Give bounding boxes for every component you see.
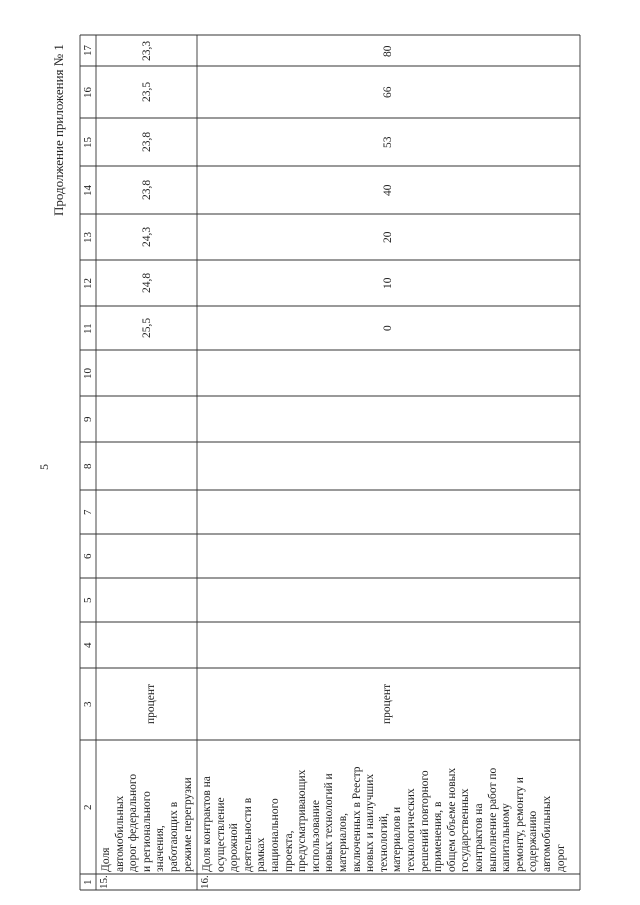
row-16.-description-line: выполнение работ по <box>486 767 499 872</box>
header-col-13: 13 <box>82 231 94 243</box>
header-col-17: 17 <box>82 45 94 56</box>
row-16.-value-col-17: 80 <box>382 45 394 57</box>
row-15.-value-col-13: 24,3 <box>141 226 153 247</box>
header-col-6: 6 <box>82 553 94 559</box>
row-16.-description-line: дорожной <box>228 823 241 872</box>
row-16.-description-line: решений повторного <box>418 770 431 872</box>
row-16.-description-line: материалов, <box>337 812 349 872</box>
row-16.-description-line: осуществление <box>214 797 227 872</box>
row-15.-value-col-15: 23,8 <box>141 131 153 152</box>
row-16.-description-line: включенных в Реестр <box>350 766 363 872</box>
row-16.-description-line: предусматривающих <box>296 769 309 872</box>
header-col-2: 2 <box>82 804 94 810</box>
row-16.-description-line: новых и наилучших <box>364 773 377 872</box>
row-15.-unit: процент <box>145 683 157 724</box>
row-16.-value-col-15: 53 <box>382 136 394 148</box>
row-16.-description-line: деятельности в <box>241 797 254 872</box>
row-15.-description-line: и регионального <box>140 791 153 872</box>
row-15.-value-col-11: 25,5 <box>141 317 153 338</box>
row-15.-number: 15. <box>98 875 110 889</box>
row-15.-description-line: значения, <box>154 825 167 872</box>
row-16.-unit: процент <box>380 683 393 724</box>
row-16.-description-line: дорог <box>554 844 567 872</box>
header-col-5: 5 <box>82 597 94 603</box>
row-16.-description-line: содержанию <box>527 810 540 872</box>
row-15.-description-line: режиме перегрузки <box>181 777 194 872</box>
row-16.-description-line: Доля контрактов на <box>201 776 213 872</box>
header-col-9: 9 <box>82 416 94 422</box>
header-col-15: 15 <box>82 136 94 148</box>
row-16.-description-line: технологических <box>405 788 417 872</box>
row-15.-value-col-16: 23,5 <box>141 81 153 102</box>
row-16.-value-col-14: 40 <box>382 184 394 196</box>
row-15.-value-col-14: 23,8 <box>141 179 153 200</box>
header-col-14: 14 <box>82 184 94 196</box>
row-15.-description-line: работающих в <box>168 801 180 872</box>
row-15.-value-col-12: 24,8 <box>141 272 153 293</box>
header-col-1: 1 <box>82 879 94 885</box>
row-15.-description-line: дорог федерального <box>127 773 140 872</box>
row-16.-description-line: рамках <box>255 837 268 872</box>
row-15.-description-line: Доля <box>100 847 112 872</box>
row-15.-description-line: автомобильных <box>113 795 126 872</box>
row-16.-description-line: государственных <box>459 788 472 872</box>
row-16.-value-col-16: 66 <box>382 86 394 98</box>
row-15.-value-col-17: 23,3 <box>141 40 153 61</box>
row-16.-value-col-12: 10 <box>382 277 394 289</box>
row-16.-value-col-13: 20 <box>382 231 394 243</box>
row-16.-description-line: технологий, <box>377 813 390 872</box>
row-16.-description-line: контрактов на <box>473 803 485 872</box>
appendix-caption-text: Продолжение приложения № 1 <box>51 44 66 216</box>
row-16.-value-col-11: 0 <box>382 325 394 331</box>
row-16.-description-line: новых технологий и <box>323 773 336 872</box>
header-col-7: 7 <box>82 509 94 515</box>
header-col-11: 11 <box>82 322 94 334</box>
row-16.-number: 16. <box>199 875 211 889</box>
row-16.-description-line: капитальному <box>500 803 513 872</box>
header-col-3: 3 <box>82 701 94 707</box>
header-col-16: 16 <box>82 86 94 98</box>
header-col-8: 8 <box>82 463 94 469</box>
row-16.-description-line: материалов и <box>391 806 404 872</box>
header-col-12: 12 <box>82 277 94 289</box>
row-16.-description-line: ремонту, ремонту и <box>513 777 526 872</box>
row-16.-description-line: проекта, <box>282 830 295 872</box>
page-number: 5 <box>37 464 51 470</box>
row-16.-description-line: автомобильных <box>541 795 553 872</box>
row-16.-description-line: общем объеме новых <box>445 767 458 872</box>
header-col-10: 10 <box>82 367 94 379</box>
row-16.-description-line: национального <box>269 798 281 872</box>
header-col-4: 4 <box>82 642 94 648</box>
row-16.-description-line: применения, в <box>432 801 445 872</box>
row-16.-description-line: использование <box>309 799 322 872</box>
